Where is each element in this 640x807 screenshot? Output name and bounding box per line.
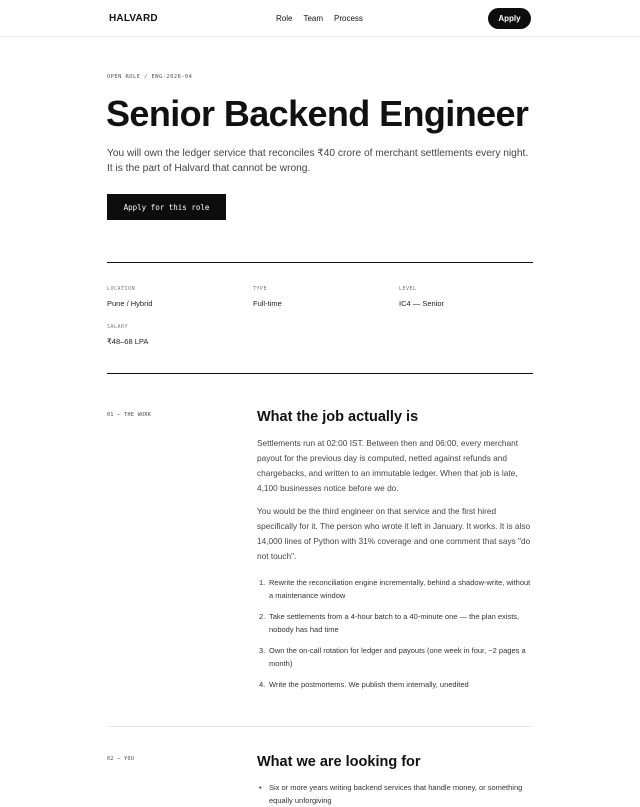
location-label: LOCATION (107, 286, 136, 292)
paragraph: Settlements run at 02:00 IST. Between then and 06:00, every merchant payout for the previous day is computed, netted against refunds and chargebacks, and written to an immutable ledger. When that job is late, 4,100 businesses notice before we do. (257, 438, 519, 493)
nav-apply-button[interactable]: Apply (488, 8, 531, 29)
section-heading-work: What the job actually is (257, 409, 419, 425)
nav-link-process[interactable]: Process (334, 14, 363, 23)
type-value: Full-time (253, 299, 282, 308)
location-value: Pune / Hybrid (107, 299, 153, 308)
type-label: TYPE (253, 286, 268, 292)
list-item-text: Rewrite the reconciliation engine incrementally, behind a shadow-write, without a maintenance window (269, 578, 531, 600)
page-title: Senior Backend Engineer (106, 93, 529, 134)
role-summary: You will own the ledger service that reconciles ₹40 crore of merchant settlements every night. It is the part of Halvard that cannot be wrong. (107, 148, 529, 174)
nav-link-team[interactable]: Team (303, 14, 324, 23)
list-item-text: Take settlements from a 4-hour batch to a 40-minute one — the plan exists, nobody has had time (269, 612, 520, 634)
top-nav (0, 0, 640, 37)
list-item-text: Six or more years writing backend services that handle money, or something equally unforgiving (269, 783, 523, 805)
divider (107, 262, 533, 263)
list-item (257, 576, 534, 602)
list-number: 1. (259, 578, 266, 587)
list-number: 3. (259, 646, 266, 655)
apply-button[interactable]: Apply for this role (107, 194, 226, 220)
section-tag-you: 02 — YOU (107, 756, 135, 762)
section-tag-work: 01 — THE WORK (107, 412, 152, 418)
list-number: 4. (259, 680, 266, 689)
bullet-icon: • (259, 783, 262, 792)
list-number: 2. (259, 612, 266, 621)
role-eyebrow: OPEN ROLE / ENG-2026-04 (107, 74, 193, 80)
section-heading-you: What we are looking for (257, 754, 421, 770)
level-label: LEVEL (399, 286, 417, 292)
list-item (257, 610, 534, 636)
salary-value: ₹48–68 LPA (107, 337, 149, 346)
list-item-text: Own the on-call rotation for ledger and payouts (one week in four, ~2 pages a month) (269, 646, 526, 668)
list-item (257, 678, 534, 691)
logo[interactable]: HALVARD (109, 13, 158, 24)
nav-link-role[interactable]: Role (276, 14, 293, 23)
paragraph: You would be the third engineer on that service and the first hired specifically for it. The person who wrote it left in January. It works. It is also 14,000 lines of Python with 31% coverage and one comment that says "do not touch". (257, 506, 531, 561)
list-item (257, 644, 534, 670)
list-item-text: Write the postmortems. We publish them internally, unedited (269, 680, 469, 689)
salary-label: SALARY (107, 324, 129, 330)
level-value: IC4 — Senior (399, 299, 445, 308)
nav-links (276, 14, 363, 23)
list-item (257, 781, 534, 807)
divider (107, 726, 533, 727)
divider (107, 373, 533, 374)
requirements-list (257, 781, 534, 807)
responsibilities-list (257, 576, 534, 699)
